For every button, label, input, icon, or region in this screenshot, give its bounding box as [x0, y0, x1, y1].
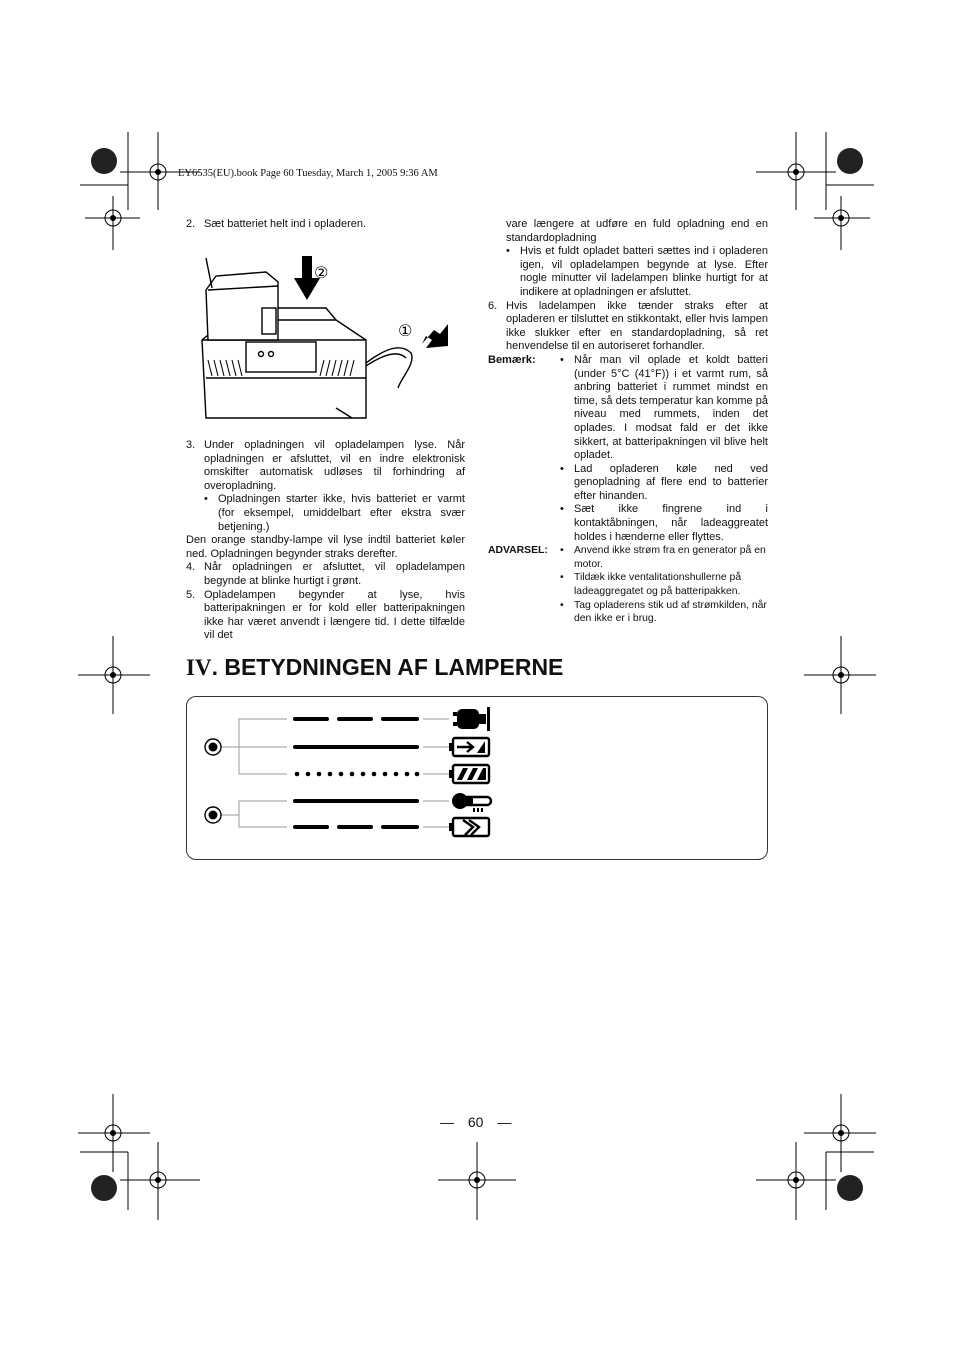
warning-label: ADVARSEL: — [488, 545, 548, 557]
note-block — [488, 354, 768, 544]
item-5-continuation: vare længere at udføre en fuld opladning end en standardopladning — [506, 218, 768, 244]
item-3: 3. Under opladningen vil opladelampen lyse. Når opladningen er afsluttet, vil en indre elektronisk omskifter automatisk udløses til forhindring af overopladning. — [186, 439, 465, 492]
battery-full-icon — [449, 765, 489, 783]
pattern-dots — [295, 772, 420, 777]
battery-defect-icon — [449, 818, 489, 836]
lamp-legend-box — [186, 696, 768, 860]
thermometer-icon — [452, 793, 491, 812]
note-label: Bemærk: — [488, 353, 536, 366]
note-item: • Når man vil oplade et koldt batteri (under 5°C (41°F)) i et varmt rum, så anbring batteriet i rummet mindst en time, så dets temperatur kan komme på niveau med rummets, inden det oplades. I modsat fald er det ikke sikkert, at batteripakningen vil blive helt opladet. — [560, 353, 768, 462]
item-6: 6. Hvis ladelampen ikke tænder straks efter at opladeren er tilsluttet en stikkontakt, eller hvis lampen ikke slukker efter en standardopladning, så ret henvendelse til en autoriseret forhandler. — [488, 299, 768, 353]
section-title: IV. BETYDNINGEN AF LAMPERNE — [186, 654, 564, 680]
charger-illustration — [186, 248, 466, 438]
warning-item: • Anvend ikke strøm fra en generator på en motor. — [560, 545, 766, 570]
left-column-lower — [186, 439, 465, 643]
lamp-upper — [205, 739, 221, 755]
item-2: 2. Sæt batteriet helt ind i opladeren. — [186, 218, 367, 230]
note-item: • Lad opladeren køle ned ved genopladning af flere end to batterier efter hinanden. — [560, 462, 768, 502]
right-column — [488, 218, 768, 626]
section-roman: IV — [186, 655, 212, 680]
item-5: 5. Opladelampen begynder at lyse, hvis batteripakningen er for kold eller batteripakningen ikke har været anvendt i længere tid. I dette tilfælde vil det — [186, 588, 465, 642]
warning-block — [488, 544, 768, 626]
warning-item: • Tag opladerens stik ud af strømkilden, når den ikke er i brug. — [560, 599, 767, 625]
warning-item: • Tildæk ikke ventalitationshullerne på ladeaggregatet og på batteripakken. — [560, 572, 742, 598]
lamp-lower — [205, 807, 221, 823]
item-5-bullet: • Hvis et fuldt opladet batteri sættes ind i opladeren igen, vil opladelampen begynde at lyse. Efter nogle minutter vil ladelampen blinke hurtigt for at indikere at opladningen er afsluttet. — [506, 245, 768, 298]
page-number: — 60 — — [440, 1114, 512, 1130]
header-file-info: EY6535(EU).book Page 60 Tuesday, March 1, 2005 9:36 AM — [178, 168, 438, 179]
plug-icon — [453, 707, 490, 731]
item-4: 4. Når opladningen er afsluttet, vil opladelampen begynde at blinke hurtigt i grønt. — [186, 561, 465, 587]
lamp-legend-diagram — [187, 697, 767, 859]
item-3-continuation: Den orange standby-lampe vil lyse indtil batteriet køler ned. Opladningen begynder straks derefter. — [186, 534, 465, 560]
label-2: ② — [314, 263, 329, 282]
item-3-bullet: • Opladningen starter ikke, hvis batteriet er varmt (for eksempel, umiddelbart efter ekstra svær betjening.) — [204, 493, 465, 533]
battery-charging-icon — [449, 738, 489, 756]
label-1: ① — [398, 321, 413, 340]
left-column — [186, 218, 465, 232]
note-item: • Sæt ikke fingrene ind i kontaktåbningen, når ladeaggreatet holdes i hænderne eller flyttes. — [560, 503, 768, 543]
